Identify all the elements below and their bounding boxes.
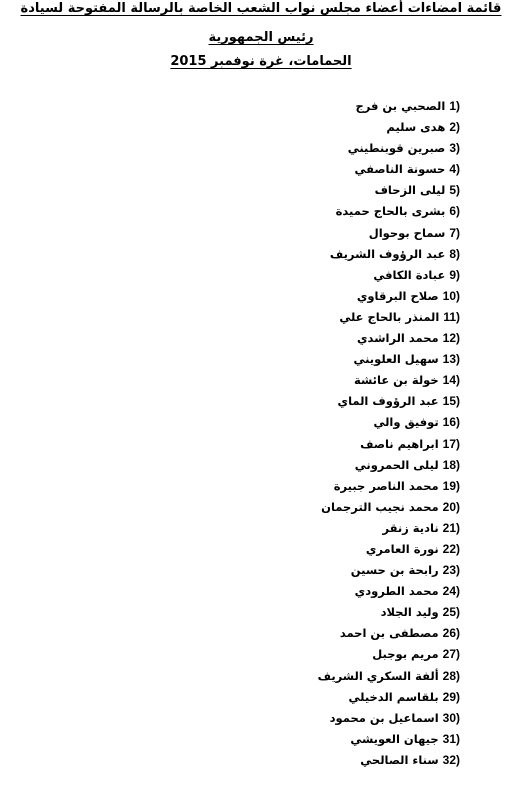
signatory-name: عبد الرؤوف الماي [337, 394, 439, 409]
signatory-number: 3) [449, 141, 460, 156]
signatory-number: 7) [449, 225, 460, 240]
document-title: قائمة امضاءات أعضاء مجلس نواب الشعب الخاصة بالرسالة المفتوحة لسيادة [20, 1, 502, 16]
signatory-row [160, 286, 460, 307]
signatory-number: 4) [449, 162, 460, 177]
signatories-list [160, 96, 460, 771]
signatory-row [160, 434, 460, 455]
signatory-number: 5) [449, 183, 460, 198]
signatory-row [160, 623, 460, 644]
signatory-row [160, 560, 460, 581]
signatory-row [160, 370, 460, 391]
signatory-row [160, 96, 460, 117]
signatory-number: 15) [442, 394, 460, 409]
signatory-row [160, 138, 460, 159]
signatory-row [160, 497, 460, 518]
signatory-name: بلقاسم الدخيلي [348, 689, 439, 704]
signatory-name: رابحة بن حسين [350, 563, 439, 578]
signatory-row [160, 687, 460, 708]
signatory-row [160, 644, 460, 665]
signatory-number: 23) [442, 563, 460, 578]
signatory-number: 21) [442, 520, 460, 535]
signatory-row [160, 328, 460, 349]
signatory-name: الصحبي بن فرج [355, 99, 446, 113]
signatory-row [160, 244, 460, 265]
signatory-name: خولة بن عائشة [354, 373, 439, 388]
signatory-row [160, 476, 460, 497]
signatory-number: 20) [442, 499, 460, 514]
signatory-number: 12) [442, 331, 460, 346]
signatory-number: 13) [442, 352, 460, 367]
signatory-number: 27) [442, 647, 460, 662]
signatory-name: هدى سليم [386, 120, 446, 135]
signatory-row [160, 223, 460, 244]
signatory-number: 18) [442, 457, 460, 472]
signatory-name: عبد الرؤوف الشريف [329, 246, 446, 261]
signatory-number: 26) [442, 626, 460, 641]
signatory-number: 28) [442, 668, 460, 683]
signatory-row [160, 159, 460, 180]
signatory-number: 2) [449, 120, 460, 135]
signatory-name: حسونة الناصفي [354, 162, 446, 177]
signatory-row [160, 201, 460, 222]
signatory-row [160, 391, 460, 412]
signatory-row [160, 581, 460, 602]
signatory-name: ابراهيم ناصف [360, 436, 439, 451]
signatory-row [160, 750, 460, 771]
signatory-number: 6) [449, 204, 460, 219]
signatory-name: مريم بوجبل [372, 647, 439, 662]
signatory-number: 10) [442, 288, 460, 303]
signatory-row [160, 602, 460, 623]
signatory-number: 25) [442, 605, 460, 620]
signatory-row [160, 666, 460, 687]
signatory-name: عبادة الكافي [373, 267, 446, 282]
signatory-number: 9) [449, 267, 460, 282]
signatory-name: محمد الراشدي [357, 331, 439, 346]
signatory-row [160, 265, 460, 286]
signatory-name: ليلى الحمروني [354, 457, 439, 472]
signatory-row [160, 180, 460, 201]
signatory-number: 19) [442, 478, 460, 493]
signatory-name: صلاح البرقاوي [356, 288, 439, 303]
signatory-number: 11) [443, 309, 460, 324]
signatory-name: ليلى الزحاف [374, 183, 446, 198]
signatory-name: محمد الناصر جبيرة [333, 478, 439, 493]
signatory-number: 32) [442, 752, 460, 767]
signatory-name: سماح بوحوال [368, 225, 446, 240]
signatory-row [160, 539, 460, 560]
document-place-date: الحمامات، غرة نوفمبر 2015 [170, 54, 352, 69]
signatory-number: 14) [442, 373, 460, 388]
signatory-row [160, 349, 460, 370]
signatory-name: توفيق والي [373, 415, 439, 430]
signatory-number: 29) [442, 689, 460, 704]
signatory-name: محمد نجيب الترجمان [321, 499, 439, 514]
signatory-row [160, 117, 460, 138]
signatory-row [160, 518, 460, 539]
signatory-number: 17) [442, 436, 460, 451]
signatory-name: سناء الصالحي [360, 752, 439, 767]
signatory-name: سهيل العلويني [353, 352, 439, 367]
signatory-row [160, 412, 460, 433]
signatory-name: نادية زنقر [382, 520, 439, 535]
signatory-name: جيهان العويشي [350, 731, 439, 746]
signatory-number: 30) [442, 710, 460, 725]
signatory-name: نورة العامري [365, 541, 439, 556]
signatory-number: 16) [442, 415, 460, 430]
signatory-name: مصطفى بن احمد [339, 626, 439, 641]
signatory-name: المنذر بالحاج علي [339, 309, 440, 324]
signatory-row [160, 729, 460, 750]
signatory-row [160, 455, 460, 476]
signatory-number: 8) [449, 246, 460, 261]
signatory-name: اسماعيل بن محمود [329, 710, 439, 725]
signatory-number: 31) [442, 731, 460, 746]
signatory-number: 22) [442, 541, 460, 556]
signatory-name: محمد الطرودي [354, 584, 439, 599]
signatory-name: صبرين قوبنطيني [347, 141, 446, 156]
signatory-row [160, 708, 460, 729]
signatory-number: 24) [442, 584, 460, 599]
document-title-continued: رئيس الجمهورية [208, 30, 314, 45]
signatory-name: ألفة السكري الشريف [317, 668, 439, 683]
signatory-name: بشرى بالحاج حميدة [335, 204, 446, 219]
signatory-row [160, 307, 460, 328]
signatory-number: 1) [449, 99, 460, 113]
signatory-name: وليد الجلاد [380, 605, 439, 620]
